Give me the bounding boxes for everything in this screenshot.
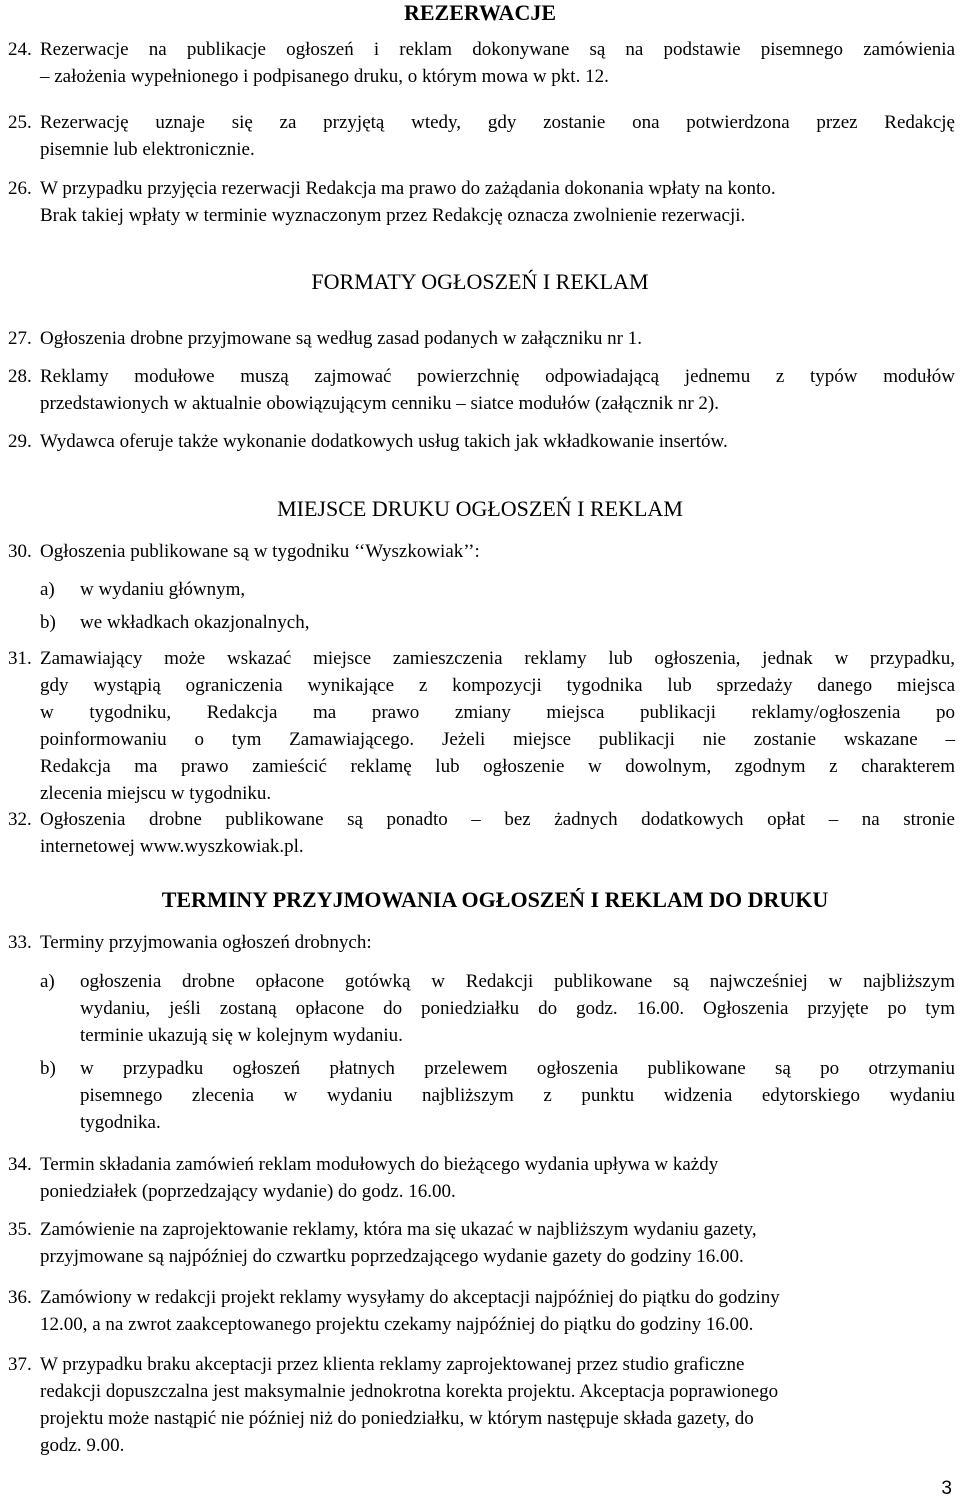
paragraph-line: Ogłoszenia drobne publikowane są ponadto – bez żadnych dodatkowych opłat – na stronie xyxy=(40,809,955,830)
paragraph-line: Brak takiej wpłaty w terminie wyznaczonym przez Redakcję oznacza zwolnienie rezerwacji. xyxy=(40,205,746,226)
paragraph-36 xyxy=(0,1284,955,1338)
list-item-text: w wydaniu głównym, xyxy=(80,579,246,600)
paragraph-line: Ogłoszenia drobne przyjmowane są według zasad podanych w załączniku nr 1. xyxy=(40,328,642,349)
list-marker: b) xyxy=(40,1058,56,1079)
paragraph-number: 37. xyxy=(8,1354,32,1375)
list-item-text: pisemnego zlecenia w wydaniu najbliższym z punktu widzenia edytorskiego wydaniu xyxy=(80,1085,955,1106)
paragraph-line: przedstawionych w aktualnie obowiązującym cenniku – siatce modułów (załącznik nr 2). xyxy=(40,393,720,414)
paragraph-37 xyxy=(0,1351,955,1459)
paragraph-line: przyjmowane są najpóźniej do czwartku poprzedzającego wydanie gazety do godziny 16.00. xyxy=(40,1246,744,1267)
list-marker: b) xyxy=(40,612,56,633)
paragraph-line: Ogłoszenia publikowane są w tygodniku ‘‘Wyszkowiak’’: xyxy=(40,541,480,562)
list-item-30b xyxy=(0,609,955,636)
paragraph-line: Termin składania zamówień reklam modułowych do bieżącego wydania upływa w każdy xyxy=(40,1154,719,1175)
section-heading-rezerwacje: REZERWACJE xyxy=(403,0,557,25)
section-heading-miejsce: MIEJSCE DRUKU OGŁOSZEŃ I REKLAM xyxy=(277,496,683,521)
list-item-33a xyxy=(0,968,955,1049)
paragraph-number: 27. xyxy=(8,328,32,349)
paragraph-line: Wydawca oferuje także wykonanie dodatkowych usług takich jak wkładkowanie insertów. xyxy=(40,431,728,452)
list-item-33b xyxy=(0,1055,955,1136)
page-number: 3 xyxy=(941,1478,952,1499)
paragraph-24 xyxy=(0,36,955,90)
paragraph-number: 29. xyxy=(8,431,32,452)
paragraph-line: gdy wystąpią ograniczenia wynikające z kompozycji tygodnika lub sprzedaży danego miejsca xyxy=(40,675,955,696)
paragraph-line: W przypadku przyjęcia rezerwacji Redakcja ma prawo do zażądania dokonania wpłaty na konto. xyxy=(40,178,776,199)
paragraph-line: pisemnie lub elektronicznie. xyxy=(40,139,255,160)
list-marker: a) xyxy=(40,971,55,992)
list-item-text: wydaniu, jeśli zostaną opłacone do poniedziałku do godz. 16.00. Ogłoszenia przyjęte po tym xyxy=(80,998,955,1019)
paragraph-33 xyxy=(0,929,955,956)
list-item-text: terminie ukazują się w kolejnym wydaniu. xyxy=(80,1025,403,1046)
paragraph-number: 34. xyxy=(8,1154,32,1175)
list-item-text: ogłoszenia drobne opłacone gotówką w Redakcji publikowane są najwcześniej w najbliższym xyxy=(80,971,955,992)
paragraph-29 xyxy=(0,428,955,455)
paragraph-number: 25. xyxy=(8,112,32,133)
paragraph-line: 12.00, a na zwrot zaakceptowanego projektu czekamy najpóźniej do piątku do godziny 16.00. xyxy=(40,1314,754,1335)
paragraph-35 xyxy=(0,1216,955,1270)
paragraph-line: projektu może nastąpić nie później niż do poniedziałku, w którym następuje składa gazety, do xyxy=(40,1408,754,1429)
paragraph-line: Rezerwacje na publikacje ogłoszeń i reklam dokonywane są na podstawie pisemnego zamówienia xyxy=(40,39,955,60)
paragraph-line: Zamawiający może wskazać miejsce zamieszczenia reklamy lub ogłoszenia, jednak w przypadku, xyxy=(40,648,955,669)
list-marker: a) xyxy=(40,579,55,600)
paragraph-number: 26. xyxy=(8,178,32,199)
paragraph-line: Terminy przyjmowania ogłoszeń drobnych: xyxy=(40,932,372,953)
paragraph-number: 35. xyxy=(8,1219,32,1240)
paragraph-line: internetowej www.wyszkowiak.pl. xyxy=(40,836,304,857)
paragraph-32 xyxy=(0,806,955,860)
list-item-text: we wkładkach okazjonalnych, xyxy=(80,612,310,633)
paragraph-31 xyxy=(0,645,955,807)
paragraph-line: Reklamy modułowe muszą zajmować powierzchnię odpowiadającą jednemu z typów modułów xyxy=(40,366,955,387)
paragraph-line: – założenia wypełnionego i podpisanego druku, o którym mowa w pkt. 12. xyxy=(40,66,609,87)
paragraph-28 xyxy=(0,363,955,417)
paragraph-number: 24. xyxy=(8,39,32,60)
section-heading-formaty: FORMATY OGŁOSZEŃ I REKLAM xyxy=(311,269,649,294)
paragraph-26 xyxy=(0,175,955,229)
paragraph-line: Redakcja ma prawo zamieścić reklamę lub ogłoszenie w dowolnym, zgodnym z charakterem xyxy=(40,756,955,777)
paragraph-number: 36. xyxy=(8,1287,32,1308)
paragraph-line: poinformowaniu o tym Zamawiającego. Jeżeli miejsce publikacji nie zostanie wskazane – xyxy=(40,729,955,750)
paragraph-line: Zamówiony w redakcji projekt reklamy wysyłamy do akceptacji najpóźniej do piątku do godziny xyxy=(40,1287,780,1308)
paragraph-number: 32. xyxy=(8,809,32,830)
section-heading-terminy: TERMINY PRZYJMOWANIA OGŁOSZEŃ I REKLAM DO DRUKU xyxy=(161,887,829,912)
list-item-30a xyxy=(0,576,955,603)
paragraph-line: redakcji dopuszczalna jest maksymalnie jednokrotna korekta projektu. Akceptacja poprawionego xyxy=(40,1381,779,1402)
paragraph-line: poniedziałek (poprzedzający wydanie) do godz. 16.00. xyxy=(40,1181,456,1202)
paragraph-number: 30. xyxy=(8,541,32,562)
paragraph-34 xyxy=(0,1151,955,1205)
list-item-text: tygodnika. xyxy=(80,1112,161,1133)
paragraph-line: Zamówienie na zaprojektowanie reklamy, która ma się ukazać w najbliższym wydaniu gazety, xyxy=(40,1219,757,1240)
paragraph-number: 28. xyxy=(8,366,32,387)
list-item-text: w przypadku ogłoszeń płatnych przelewem ogłoszenia publikowane są po otrzymaniu xyxy=(80,1058,955,1079)
paragraph-line: godz. 9.00. xyxy=(40,1435,125,1456)
paragraph-line: W przypadku braku akceptacji przez klienta reklamy zaprojektowanej przez studio graficzne xyxy=(40,1354,745,1375)
paragraph-25 xyxy=(0,109,955,163)
paragraph-number: 31. xyxy=(8,648,32,669)
paragraph-27 xyxy=(0,325,955,352)
paragraph-line: zlecenia miejscu w tygodniku. xyxy=(40,783,272,804)
paragraph-line: w tygodniku, Redakcja ma prawo zmiany miejsca publikacji reklamy/ogłoszenia po xyxy=(40,702,955,723)
paragraph-30 xyxy=(0,538,955,565)
paragraph-number: 33. xyxy=(8,932,32,953)
paragraph-line: Rezerwację uznaje się za przyjętą wtedy, gdy zostanie ona potwierdzona przez Redakcję xyxy=(40,112,955,133)
